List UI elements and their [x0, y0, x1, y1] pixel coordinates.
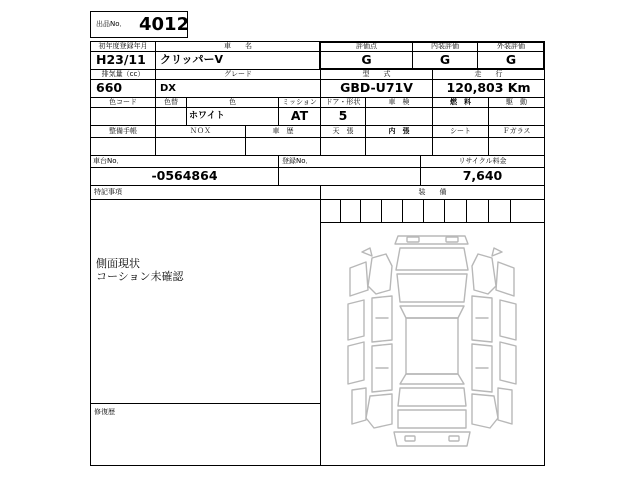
first-registration-value: H23/11: [96, 52, 146, 67]
displacement-label: 排気量（cc）: [101, 70, 145, 78]
headliner-label: 天 張: [332, 127, 354, 135]
mileage-label: 走 行: [474, 70, 503, 78]
color-value: ホワイト: [189, 111, 225, 121]
model-code-label: 型 式: [362, 70, 391, 78]
doors-value: 5: [338, 108, 348, 123]
fuel-label: 燃 料: [450, 98, 471, 106]
first-registration-label: 初年度登録年月: [98, 42, 148, 50]
repair-history-label: 修復歴: [94, 408, 115, 416]
equipment-label: 装 備: [418, 188, 447, 196]
car-name-label: 車 名: [224, 42, 252, 50]
interior-score-value: G: [439, 52, 451, 67]
chassis-number-label: 車台No．: [93, 157, 124, 165]
vehicle-history-label: 車 歴: [272, 127, 294, 135]
drive-label: 駆 動: [506, 98, 527, 106]
model-code-value: GBD-U71V: [340, 80, 413, 95]
recycle-fee-value: 7,640: [462, 168, 503, 183]
side-status-title: 側面現状: [96, 257, 140, 270]
grade-value: DX: [160, 83, 177, 94]
listing-number: 4012: [139, 14, 190, 35]
front-glass-label: Ｆガラス: [502, 127, 531, 135]
grade-label: グレード: [224, 70, 252, 78]
color-label: 色: [229, 98, 236, 106]
score-label: 評価点: [356, 42, 377, 50]
door-shape-label: ドア・形状: [325, 98, 361, 106]
mileage-value: 120,803 Km: [446, 80, 531, 95]
exterior-score-label: 外装評価: [497, 42, 525, 50]
interior-score-label: 内装評価: [431, 42, 459, 50]
transmission-value: AT: [290, 108, 309, 123]
displacement-value: 660: [96, 80, 123, 95]
inspection-label: 車 検: [388, 98, 410, 106]
listing-number-label: 出品No．: [96, 20, 127, 28]
remarks-label: 特記事項: [94, 188, 122, 196]
maintenance-record-label: 整備手帳: [109, 127, 137, 135]
color-change-label: 色替: [164, 98, 178, 106]
registration-number-label: 登録No．: [282, 157, 313, 165]
interior-trim-label: 内 張: [388, 127, 410, 135]
car-name-value: クリッパーV: [160, 53, 224, 66]
chassis-number-value: -0564864: [151, 168, 218, 183]
nox-label: ＮＯＸ: [190, 127, 211, 135]
transmission-label: ミッション: [282, 98, 317, 106]
side-status-text: コーション未確認: [96, 270, 184, 283]
color-code-label: 色コード: [109, 98, 137, 106]
score-value: G: [361, 52, 372, 67]
recycle-fee-label: リサイクル料金: [458, 157, 507, 165]
exterior-score-value: G: [505, 52, 517, 67]
seat-label: シート: [450, 127, 471, 135]
